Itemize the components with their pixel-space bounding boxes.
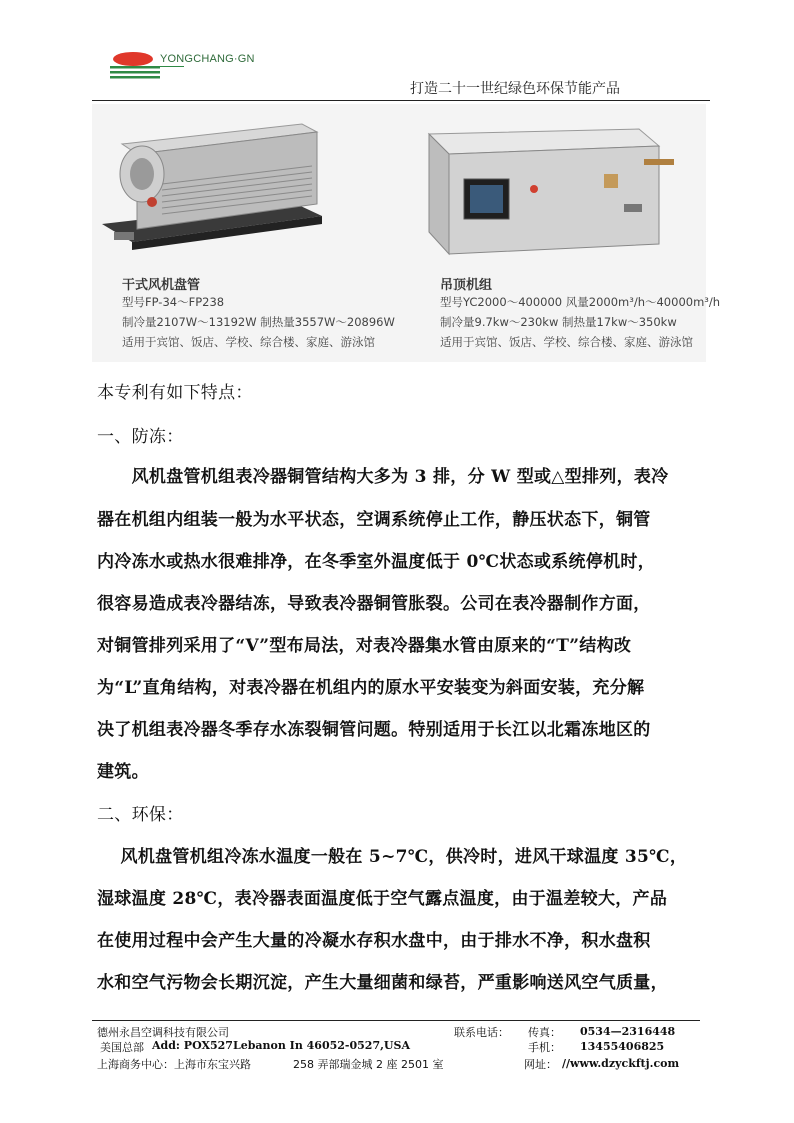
- logo-text: YONGCHANG·GN: [160, 53, 255, 65]
- footer-shanghai-address: 258 弄部瑞金城 2 座 2501 室: [293, 1058, 444, 1071]
- paragraph-line: 内冷冻水或热水很难排净，在冬季室外温度低于 0℃状态或系统停机时，: [97, 552, 656, 572]
- product-spec-model: 型号FP-34～FP238: [122, 295, 225, 309]
- paragraph-line: 建筑。: [97, 762, 149, 782]
- paragraph-line: 风机盘管机组表冷器铜管结构大多为 3 排，分 W 型或△型排列，表冷: [97, 467, 669, 487]
- section-heading-environment: 二、环保：: [97, 805, 184, 825]
- paragraph-line: 对铜管排列采用了“V”型布局法，对表冷器集水管由原来的“T”结构改: [97, 636, 632, 656]
- paragraph-line: 湿球温度 28℃，表冷器表面温度低于空气露点温度，由于温差较大，产品: [97, 889, 668, 909]
- product-ceiling-unit: [404, 104, 721, 362]
- ceiling-unit-illustration: [404, 104, 704, 264]
- footer-mobile-label: 手机：: [528, 1041, 561, 1054]
- section-heading-antifreeze: 一、防冻：: [97, 427, 184, 447]
- paragraph-line: 决了机组表冷器冬季存水冻裂铜管问题。特别适用于长江以北霜冻地区的: [97, 720, 651, 740]
- product-spec-usage: 适用于宾馆、饭店、学校、综合楼、家庭、游泳馆: [122, 335, 375, 349]
- product-spec-capacity: 制冷量2107W～13192W 制热量3557W～20896W: [122, 315, 395, 329]
- paragraph-line: 在使用过程中会产生大量的冷凝水存积水盘中，由于排水不净，积水盘积: [97, 931, 651, 951]
- footer-divider: [92, 1020, 700, 1021]
- product-fan-coil: [92, 104, 395, 362]
- footer-company: 德州永昌空调科技有限公司: [97, 1026, 229, 1039]
- fan-coil-unit-illustration: [92, 104, 392, 264]
- paragraph-line: 很容易造成表冷器结冻，导致表冷器铜管胀裂。公司在表冷器制作方面，: [97, 594, 651, 614]
- intro-heading: 本专利有如下特点：: [97, 383, 253, 403]
- footer-mobile: 13455406825: [580, 1040, 665, 1053]
- product-title: 吊顶机组: [440, 278, 493, 293]
- footer-web-label: 网址：: [524, 1058, 557, 1071]
- header-divider: [92, 100, 710, 101]
- footer-fax: 0534—2316448: [580, 1025, 676, 1038]
- footer-hq-address: Add: POX527Lebanon In 46052-0527,USA: [152, 1039, 411, 1052]
- paragraph-line: 水和空气污物会长期沉淀，产生大量细菌和绿苔，严重影响送风空气质量，: [97, 973, 668, 993]
- paragraph-line: 为“L”直角结构，对表冷器在机组内的原水平安装变为斜面安装，充分解: [97, 678, 645, 698]
- footer-shanghai-label: 上海商务中心：上海市东宝兴路: [97, 1058, 251, 1071]
- footer-hq-label: 美国总部: [100, 1041, 144, 1054]
- product-spec-usage: 适用于宾馆、饭店、学校、综合楼、家庭、游泳馆: [440, 335, 693, 349]
- product-title: 干式风机盘管: [122, 278, 201, 293]
- paragraph-line: 器在机组内组装一般为水平状态，空调系统停止工作，静压状态下，铜管: [97, 510, 651, 530]
- paragraph-line: 风机盘管机组冷冻水温度一般在 5~7℃，供冷时，进风干球温度 35℃，: [97, 847, 688, 867]
- footer-fax-label: 传真：: [528, 1026, 561, 1039]
- product-spec-model: 型号YC2000～400000 风量2000m³/h～40000m³/h: [440, 295, 721, 309]
- header-slogan: 打造二十一世纪绿色环保节能产品: [410, 81, 620, 97]
- footer-website-link[interactable]: //www.dzyckftj.com: [562, 1057, 680, 1070]
- product-spec-capacity: 制冷量9.7kw～230kw 制热量17kw～350kw: [440, 315, 677, 329]
- product-image-band: [92, 104, 721, 362]
- footer-contact-label: 联系电话：: [454, 1026, 509, 1039]
